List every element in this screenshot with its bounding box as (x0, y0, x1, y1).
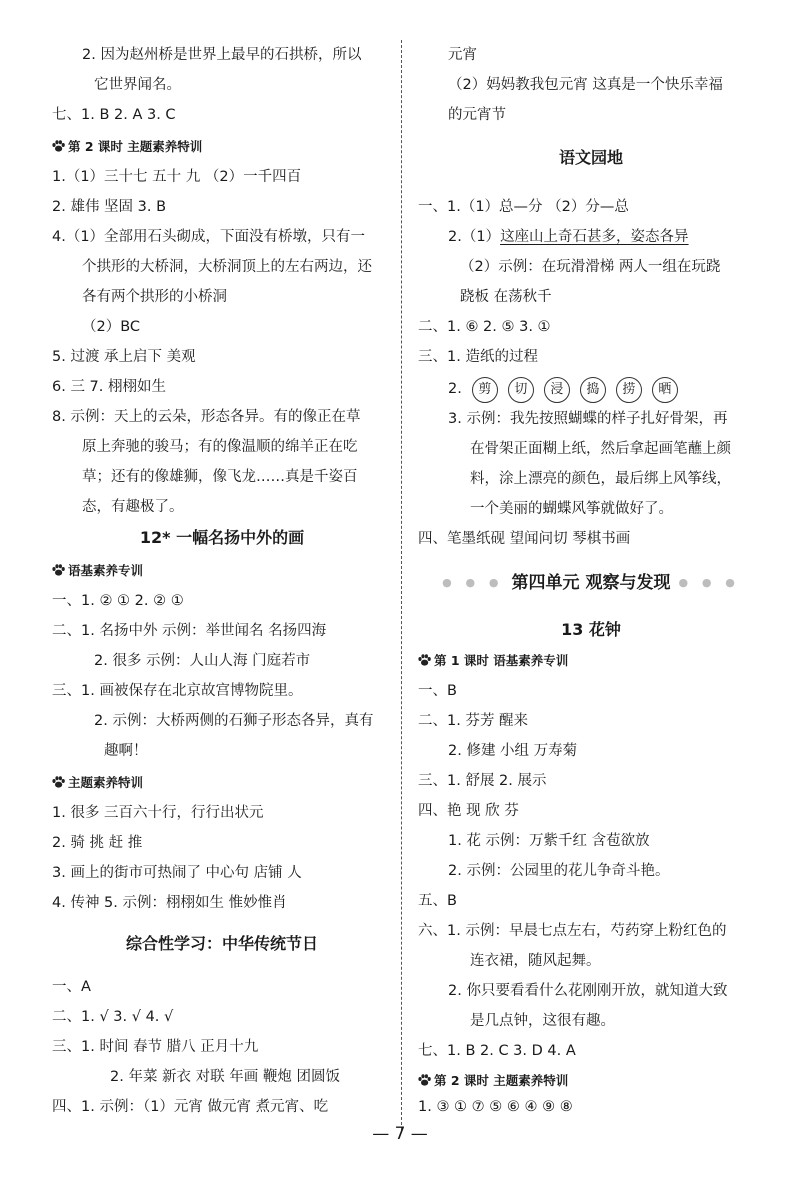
answer-line: 七、1. B 2. C 3. D 4. A (418, 1043, 576, 1059)
answer-line: 4.（1）全部用石头砌成，下面没有桥墩，只有一 (52, 229, 366, 245)
unit-title-text: 第四单元 观察与发现 (511, 573, 671, 593)
answer-line: 元宵 (448, 47, 477, 63)
section-title: 语文园地 (558, 148, 623, 167)
circled-character: 浸 (544, 377, 570, 403)
dots-decoration: ● ● ● (678, 576, 740, 589)
sub-heading-text: 语基素养专训 (68, 563, 144, 578)
circled-character: 捞 (616, 377, 642, 403)
answer-line: 2. 你只要看看什么花刚刚开放，就知道大致 (448, 983, 728, 999)
section-title: 12* 一幅名扬中外的画 (139, 528, 305, 547)
answer-line: （2）示例：在玩滑滑梯 两人一组在玩跷 (460, 259, 721, 275)
answer-line: （2）BC (82, 319, 141, 335)
answer-line: 2. 修建 小组 万寿菊 (448, 743, 578, 759)
answer-line: 三、1. 造纸的过程 (418, 349, 538, 365)
sub-heading-text: 第 2 课时 主题素养特训 (434, 1073, 569, 1088)
answer-line: 料，涂上漂亮的颜色，最后绑上风筝线， (470, 471, 731, 487)
answer-line: 跷板 在荡秋千 (460, 289, 552, 305)
answer-line: 趣啊！ (104, 743, 148, 759)
paw-icon (52, 557, 65, 569)
circled-character: 晒 (652, 377, 678, 403)
unit-title (418, 566, 764, 600)
section-title: 综合性学习：中华传统节日 (125, 934, 318, 953)
answer-line: 2. 骑 挑 赶 推 (52, 835, 143, 851)
answer-line: 1. ③ ① ⑦ ⑤ ⑥ ④ ⑨ ⑧ (418, 1099, 573, 1115)
answer-line: 2. 示例：公园里的花儿争奇斗艳。 (448, 863, 670, 879)
answer-line: 在骨架正面糊上纸，然后拿起画笔蘸上颜 (470, 441, 731, 457)
answer-line: 四、艳 现 欣 芬 (418, 803, 519, 819)
answer-line: 四、笔墨纸砚 望闻问切 琴棋书画 (418, 531, 631, 547)
answer-line: 草；还有的像雄狮，像飞龙……真是千姿百 (82, 469, 358, 485)
paw-icon (418, 647, 431, 659)
circled-character: 捣 (580, 377, 606, 403)
circled-character: 剪 (472, 377, 498, 403)
answer-prefix: 2. (448, 381, 462, 397)
answer-line: 原上奔驰的骏马；有的像温顺的绵羊正在吃 (82, 439, 358, 455)
answer-line: 二、1. 名扬中外 示例：举世闻名 名扬四海 (52, 623, 327, 639)
answer-line (418, 222, 764, 252)
answer-line: 2. 年菜 新衣 对联 年画 鞭炮 团圆饭 (110, 1069, 340, 1085)
answer-line: 二、1. 芬芳 醒来 (418, 713, 529, 729)
section-title: 13 花钟 (561, 620, 621, 639)
answer-line: 三、1. 画被保存在北京故宫博物院里。 (52, 683, 303, 699)
answer-prefix: 2.（1） (448, 229, 501, 245)
circled-answer-line (418, 374, 764, 404)
answer-line: 的元宵节 (448, 107, 506, 123)
paw-icon (52, 769, 65, 781)
answer-line: 五、B (418, 893, 457, 909)
answer-line: 1. 花 示例：万紫千红 含苞欲放 (448, 833, 650, 849)
sub-heading-text: 第 1 课时 语基素养专训 (434, 653, 569, 668)
sub-heading (418, 646, 764, 676)
answer-line: 2. 因为赵州桥是世界上最早的石拱桥，所以 (82, 47, 362, 63)
answer-line: 六、1. 示例：早晨七点左右，芍药穿上粉红色的 (418, 923, 727, 939)
answer-line: 个拱形的大桥洞，大桥洞顶上的左右两边，还 (82, 259, 372, 275)
answer-line: 一、B (418, 683, 457, 699)
answer-line: 2. 很多 示例：人山人海 门庭若市 (94, 653, 311, 669)
underlined-sentence: 这座山上奇石甚多，姿态各异 (500, 229, 689, 245)
answer-line: 6. 三 7. 栩栩如生 (52, 379, 166, 395)
answer-line: 三、1. 时间 春节 腊八 正月十九 (52, 1039, 259, 1055)
answer-line: 3. 示例：我先按照蝴蝶的样子扎好骨架，再 (448, 411, 728, 427)
sub-heading (52, 768, 392, 798)
answer-line: 2. 示例：大桥两侧的石狮子形态各异，真有 (94, 713, 374, 729)
answer-line: 三、1. 舒展 2. 展示 (418, 773, 547, 789)
paw-icon (418, 1067, 431, 1079)
answer-line: 各有两个拱形的小桥洞 (82, 289, 227, 305)
sub-heading (52, 556, 392, 586)
answer-line: 连衣裙，随风起舞。 (470, 953, 601, 969)
answer-line: 是几点钟，这很有趣。 (470, 1013, 615, 1029)
answer-line: 2. 雄伟 坚固 3. B (52, 199, 167, 215)
answer-line: 二、1. ⑥ 2. ⑤ 3. ① (418, 319, 551, 335)
answer-line: 七、1. B 2. A 3. C (52, 107, 176, 123)
answer-line: 态，有趣极了。 (82, 499, 184, 515)
answer-line: 一个美丽的蝴蝶风筝就做好了。 (470, 501, 673, 517)
answer-line: 四、1. 示例：（1）元宵 做元宵 煮元宵、吃 (52, 1099, 329, 1115)
sub-heading-text: 主题素养特训 (68, 775, 144, 790)
answer-line: 4. 传神 5. 示例：栩栩如生 惟妙惟肖 (52, 895, 287, 911)
answer-line: 一、A (52, 979, 91, 995)
answer-line: 3. 画上的街市可热闹了 中心句 店铺 人 (52, 865, 302, 881)
sub-heading (52, 132, 392, 162)
answer-line: （2）妈妈教我包元宵 这真是一个快乐幸福 (448, 77, 723, 93)
answer-line: 一、1.（1）总—分 （2）分—总 (418, 199, 629, 215)
answer-line: 二、1. √ 3. √ 4. √ (52, 1009, 174, 1025)
answer-line: 1. 很多 三百六十行，行行出状元 (52, 805, 264, 821)
answer-line: 8. 示例：天上的云朵，形态各异。有的像正在草 (52, 409, 361, 425)
page-number: — 7 — (372, 1124, 428, 1144)
answer-line: 一、1. ② ① 2. ② ① (52, 593, 184, 609)
sub-heading-text: 第 2 课时 主题素养特训 (68, 139, 203, 154)
circled-character: 切 (508, 377, 534, 403)
answer-line: 5. 过渡 承上启下 美观 (52, 349, 196, 365)
answer-line: 1.（1）三十七 五十 九 （2）一千四百 (52, 169, 302, 185)
column-divider (401, 40, 402, 1130)
answer-line: 它世界闻名。 (94, 77, 181, 93)
paw-icon (52, 133, 65, 145)
dots-decoration: ● ● ● (442, 576, 504, 589)
